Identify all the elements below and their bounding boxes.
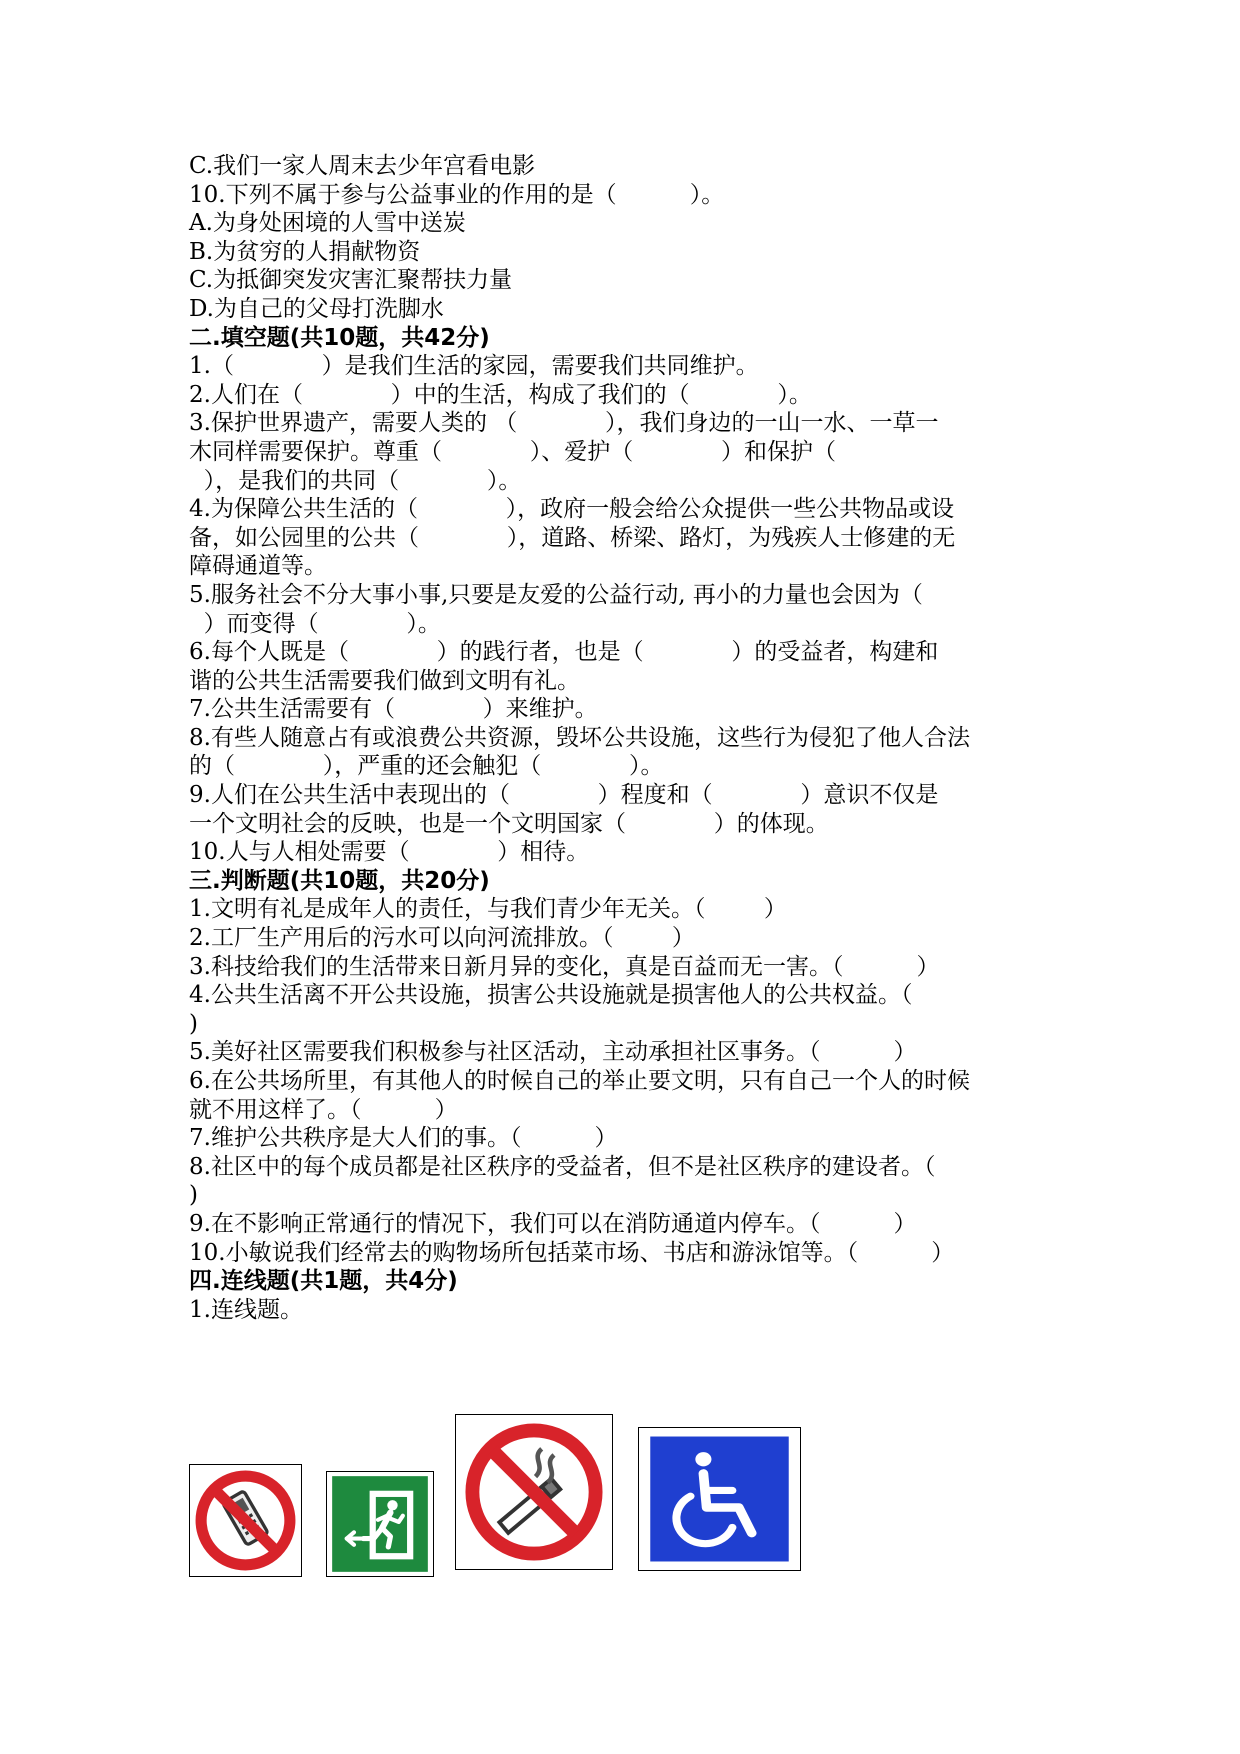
section-fill-blank-title: 二.填空题(共10题，共42分) bbox=[189, 324, 490, 351]
judge-line: 6.在公共场所里，有其他人的时候自己的举止要文明，只有自己一个人的时候 bbox=[189, 1068, 970, 1094]
fill-line: 7.公共生活需要有（ ）来维护。 bbox=[189, 696, 598, 723]
judge-line: 1.文明有礼是成年人的责任，与我们青少年无关。（ ） bbox=[189, 896, 787, 923]
judge-line: 3.科技给我们的生活带来日新月异的变化，真是百益而无一害。（ ） bbox=[189, 953, 940, 980]
fill-line: 1.（ ）是我们生活的家园，需要我们共同维护。 bbox=[189, 353, 759, 380]
emergency-exit-sign bbox=[326, 1471, 434, 1577]
fill-line: 10.人与人相处需要（ ）相待。 bbox=[189, 839, 590, 866]
q10-stem: 10.下列不属于参与公益事业的作用的是（ ）。 bbox=[189, 181, 725, 208]
judge-line: 8.社区中的每个成员都是社区秩序的受益者，但不是社区秩序的建设者。（ bbox=[189, 1153, 936, 1180]
q10-option-a: A.为身处困境的人雪中送炭 bbox=[189, 210, 466, 237]
judge-line: 4.公共生活离不开公共设施，损害公共设施就是损害他人的公共权益。（ bbox=[189, 982, 913, 1009]
judge-line: ) bbox=[189, 1010, 198, 1037]
judge-line: 7.维护公共秩序是大人们的事。（ ） bbox=[189, 1125, 618, 1152]
fill-line: 2.人们在（ ）中的生活，构成了我们的（ ）。 bbox=[189, 381, 812, 408]
emergency-exit-icon bbox=[327, 1472, 433, 1576]
judge-line: 5.美好社区需要我们积极参与社区活动，主动承担社区事务。（ ） bbox=[189, 1039, 917, 1066]
q10-option-b: B.为贫穷的人捐献物资 bbox=[189, 238, 421, 265]
no-smoking-sign bbox=[455, 1414, 613, 1570]
q9-option-c: C.我们一家人周末去少年宫看电影 bbox=[189, 153, 536, 179]
fill-line: 一个文明社会的反映，也是一个文明国家（ ）的体现。 bbox=[189, 810, 829, 837]
fill-line: 谐的公共生活需要我们做到文明有礼。 bbox=[189, 667, 580, 694]
fill-line: 备，如公园里的公共（ ），道路、桥梁、路灯，为残疾人士修建的无 bbox=[189, 524, 956, 551]
judge-line: 2.工厂生产用后的污水可以向河流排放。（ ） bbox=[189, 925, 695, 952]
wheelchair-sign bbox=[638, 1427, 801, 1571]
fill-line: 3.保护世界遗产，需要人类的 （ ），我们身边的一山一水、一草一 bbox=[189, 410, 939, 437]
judge-line: 就不用这样了。（ ） bbox=[189, 1096, 458, 1123]
section-true-false-title: 三.判断题(共10题，共20分) bbox=[189, 867, 490, 894]
fill-line: 木同样需要保护。尊重（ ）、爱护（ ）和保护（ bbox=[189, 438, 836, 465]
fill-line: ），是我们的共同（ ）。 bbox=[189, 467, 522, 494]
judge-line: 10.小敏说我们经常去的购物场所包括菜市场、书店和游泳馆等。（ ） bbox=[189, 1239, 955, 1266]
no-phone-icon bbox=[190, 1465, 301, 1576]
fill-line: 的（ ），严重的还会触犯（ ）。 bbox=[189, 753, 664, 780]
fill-line: 8.有些人随意占有或浪费公共资源，毁坏公共设施，这些行为侵犯了他人合法 bbox=[189, 724, 970, 751]
fill-line: 5.服务社会不分大事小事,只要是友爱的公益行动, 再小的力量也会因为（ bbox=[189, 581, 923, 608]
fill-line: ）而变得（ ）。 bbox=[189, 610, 441, 637]
no-phone-sign bbox=[189, 1464, 302, 1577]
fill-line: 4.为保障公共生活的（ ），政府一般会给公众提供一些公共物品或设 bbox=[189, 496, 955, 523]
exam-page bbox=[189, 152, 1069, 1324]
no-smoking-icon bbox=[456, 1415, 612, 1569]
section-matching-title: 四.连线题(共1题，共4分) bbox=[189, 1268, 458, 1295]
fill-line: 9.人们在公共生活中表现出的（ ）程度和（ ）意识不仅是 bbox=[189, 782, 939, 809]
matching-line: 1.连线题。 bbox=[189, 1296, 303, 1323]
q10-option-d: D.为自己的父母打洗脚水 bbox=[189, 295, 444, 322]
q10-option-c: C.为抵御突发灾害汇聚帮扶力量 bbox=[189, 267, 513, 294]
fill-line: 6.每个人既是（ ）的践行者，也是（ ）的受益者，构建和 bbox=[189, 639, 939, 666]
judge-line: 9.在不影响正常通行的情况下，我们可以在消防通道内停车。（ ） bbox=[189, 1210, 917, 1237]
judge-line: ) bbox=[189, 1182, 198, 1209]
fill-line: 障碍通道等。 bbox=[189, 553, 327, 580]
wheelchair-accessible-icon bbox=[639, 1428, 800, 1570]
